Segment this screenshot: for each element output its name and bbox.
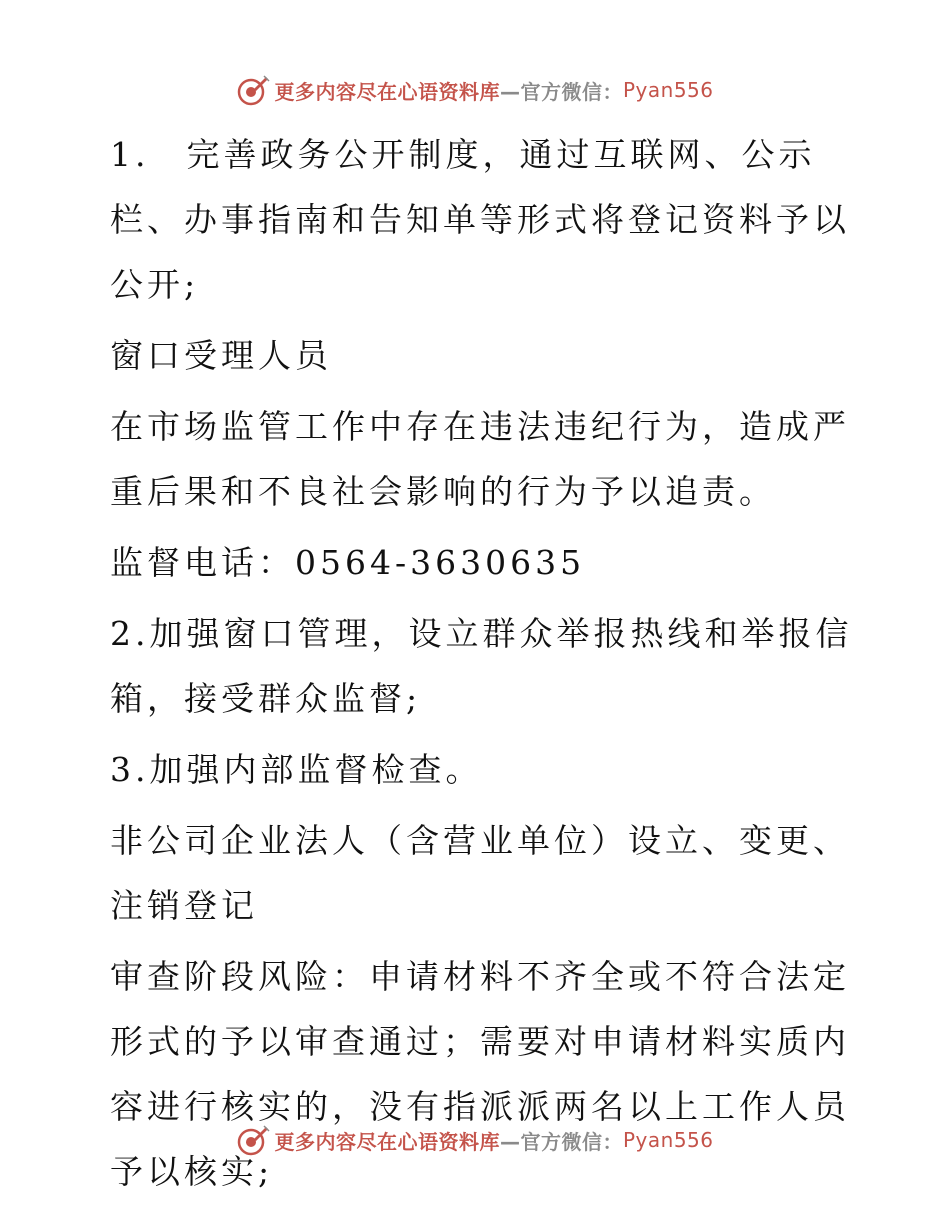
banner-separator-text: —官方微信： bbox=[499, 79, 623, 104]
paragraph: 在市场监管工作中存在违法违纪行为，造成严重后果和不良社会影响的行为予以追责。 bbox=[110, 407, 850, 511]
footer-banner bbox=[0, 1120, 950, 1160]
pen-logo-icon bbox=[236, 73, 270, 107]
banner-wechat-id: Pyan556 bbox=[622, 1128, 714, 1152]
paragraph: 非公司企业法人（含营业单位）设立、变更、注销登记 bbox=[110, 821, 850, 925]
banner-main-text: 更多内容尽在心语资料库 bbox=[274, 79, 500, 104]
paragraph: 1. 完善政务公开制度，通过互联网、公示栏、办事指南和告知单等形式将登记资料予以公开; bbox=[110, 135, 850, 304]
paragraph: 监督电话：0564-3630635 bbox=[110, 543, 586, 582]
paragraph: 2.加强窗口管理，设立群众举报热线和举报信箱，接受群众监督; bbox=[110, 614, 853, 718]
banner-separator-text: —官方微信： bbox=[499, 1129, 623, 1154]
pen-logo-icon bbox=[236, 1123, 270, 1157]
paragraph: 窗口受理人员 bbox=[110, 336, 332, 375]
banner-wechat-id: Pyan556 bbox=[622, 78, 714, 102]
paragraph: 审查阶段风险：申请材料不齐全或不符合法定形式的予以审查通过；需要对申请材料实质内容进行核实的，没有指派派两名以上工作人员予以核实; bbox=[110, 957, 850, 1191]
paragraph: 3.加强内部监督检查。 bbox=[110, 750, 483, 789]
banner-main-text: 更多内容尽在心语资料库 bbox=[274, 1129, 500, 1154]
document-body bbox=[98, 122, 858, 1210]
header-banner bbox=[0, 70, 950, 110]
